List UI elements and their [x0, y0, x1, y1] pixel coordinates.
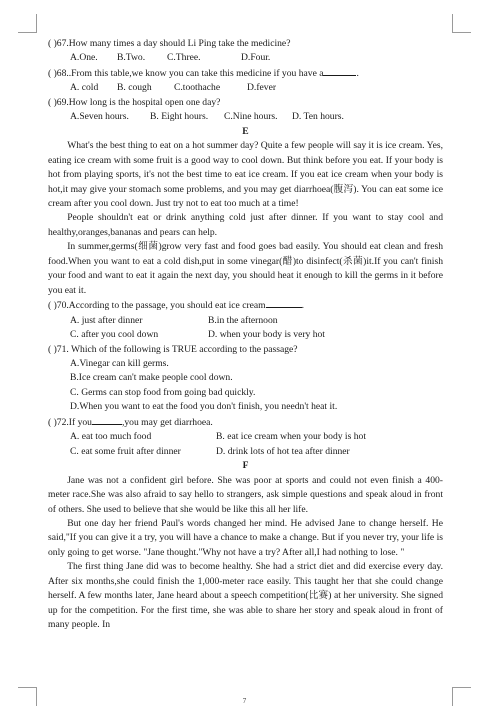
q69-option-b[interactable]: B. Eight hours. — [150, 111, 209, 123]
crop-mark-top-right — [452, 14, 471, 33]
q69-option-d[interactable]: D. Ten hours. — [292, 111, 344, 123]
question-69-options — [48, 110, 443, 124]
q68-option-d[interactable]: D.fever — [247, 82, 277, 94]
section-e-heading: E — [242, 125, 249, 137]
q68-option-c[interactable]: C.toothache — [174, 82, 221, 94]
exam-page-content — [48, 37, 443, 633]
q67-option-b[interactable]: B.Two. — [117, 52, 146, 64]
section-e-paragraph-1: What's the best thing to eat on a hot summer day? Quite a few people will say it is ice cream. Yes, eating ice cream with some fruit is a good way to cool down. But think before you eat. If your body is hot from playing sports, it's not the best time to eat ice cream. If you eat ice cream when your body is hot,it may give your stomach some problems, and you may get diarrhoea(腹泻). You can eat some ice cream after you cool down. Just try not to eat too much at a time! — [48, 140, 443, 209]
q70-option-b[interactable]: B.in the afternoon — [208, 314, 278, 326]
q70-option-d[interactable]: D. when your body is very hot — [208, 329, 325, 341]
page-number: 7 — [242, 697, 247, 705]
q71-option-a[interactable]: A.Vinegar can kill germs. — [70, 357, 169, 369]
question-67: ( )67.How many times a day should Li Ping take the medicine? — [48, 38, 291, 49]
section-f-paragraph-3: The first thing Jane did was to become healthy. She had a strict diet and did exercise every day. After six months,she could finish the 1,000-meter race easily. This taught her that she could change herself. A few months later, Jane heard about a speech competition(比赛) at her university. She signed up for the competition. For the first time, she was able to share her story and speak aloud in front of many people. In — [48, 561, 443, 631]
question-69: ( )69.How long is the hospital open one day? — [48, 96, 221, 108]
question-72: ( )72.If you ,you may get diarrhoea. — [48, 416, 213, 428]
crop-mark-top-left — [18, 14, 37, 33]
q71-option-c[interactable]: C. Germs can stop food from going bad quickly. — [70, 386, 256, 398]
q71-option-b[interactable]: B.Ice cream can't make people cool down. — [70, 372, 233, 384]
q67-option-a[interactable]: A.One. — [70, 52, 98, 64]
q67-option-c[interactable]: C.Three. — [167, 52, 201, 64]
q71-option-d[interactable]: D.When you want to eat the food you don't finish, you needn't heat it. — [70, 401, 338, 413]
question-72-options-row-2 — [48, 445, 443, 459]
question-70-options-row-1 — [48, 314, 443, 328]
question-67-options — [48, 51, 443, 65]
section-e-paragraph-3: In summer,germs(细菌)grow very fast and food goes bad easily. You should eat clean and fresh food.When you want to eat a cold dish,put in some vinegar(醋)to disinfect(杀菌)it.If you can't finish your food and want to eat it again the next day, you should heat it enough to kill the germs in it before you eat it. — [48, 241, 443, 296]
question-70-options-row-2 — [48, 328, 443, 342]
q69-option-a[interactable]: A.Seven hours. — [70, 111, 129, 123]
section-f-heading: F — [242, 460, 249, 472]
q70-option-c[interactable]: C. after you cool down — [70, 329, 159, 341]
q72-answer-blank[interactable] — [92, 415, 122, 425]
q68-option-a[interactable]: A. cold — [70, 82, 99, 94]
q72-option-b[interactable]: B. eat ice cream when your body is hot — [216, 431, 366, 443]
q72-option-a[interactable]: A. eat too much food — [70, 431, 152, 443]
question-68-options — [48, 81, 443, 95]
question-72-options-row-1 — [48, 430, 443, 444]
q72-option-d[interactable]: D. drink lots of hot tea after dinner — [216, 445, 350, 457]
q72-option-c[interactable]: C. eat some fruit after dinner — [70, 445, 181, 457]
question-71: ( )71. Which of the following is TRUE according to the passage? — [48, 343, 298, 355]
q69-option-c[interactable]: C.Nine hours. — [224, 111, 278, 123]
q70-answer-blank[interactable] — [266, 298, 302, 308]
section-f-paragraph-2: But one day her friend Paul's words changed her mind. He advised Jane to change herself. He said,"If you can give it a try, you will have a chance to make a change. But if you never try, your life is only going to get worse. "Jane thought."Why not have a try? After all,I had nothing to lose. " — [48, 517, 443, 558]
section-f-paragraph-1: Jane was not a confident girl before. She was poor at sports and could not even finish a 400-meter race.She was also afraid to say hello to strangers, ask simple questions and speak aloud in front of others. She used to believe that she would be like this all her life. — [48, 474, 443, 515]
q67-option-d[interactable]: D.Four. — [241, 52, 271, 64]
q68-option-b[interactable]: B. cough — [117, 82, 152, 94]
question-70: ( )70.According to the passage, you should eat ice cream . — [48, 300, 305, 312]
q70-option-a[interactable]: A. just after dinner — [70, 314, 143, 326]
q68-answer-blank[interactable] — [323, 66, 356, 76]
section-e-paragraph-2: People shouldn't eat or drink anything cold just after dinner. If you want to stay cool and healthy,oranges,bananas and pears can help. — [48, 212, 443, 238]
question-68: ( )68..From this table,we know you can take this medicine if you have a . — [48, 67, 359, 79]
